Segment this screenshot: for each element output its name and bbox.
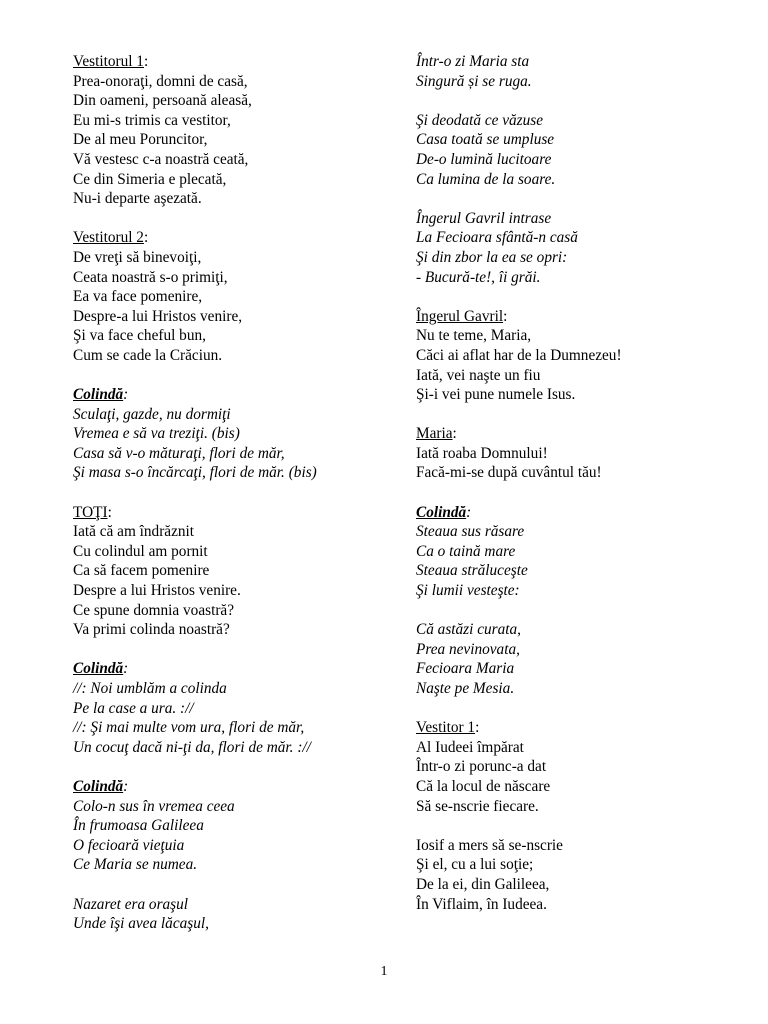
verse-line: Singură și se ruga. — [416, 72, 532, 90]
stanza — [73, 385, 393, 483]
verse-line: Că la locul de născare — [416, 777, 551, 795]
heading-colon: : — [452, 425, 457, 443]
verse-line: De vreţi să binevoiţi, — [73, 248, 202, 266]
verse-line: Casa să v-o măturaţi, flori de măr, — [73, 444, 285, 462]
verse-line: Eu mi-s trimis ca vestitor, — [73, 111, 231, 129]
verse-line: În frumoasa Galileea — [73, 817, 204, 835]
verse-line: Şi din zbor la ea se opri: — [416, 248, 568, 266]
verse-line: Un cocuţ dacă ni-ţi da, flori de măr. :// — [73, 738, 311, 756]
verse-line: Şi-i vei pune numele Isus. — [416, 386, 576, 404]
speaker-name: Colindă — [73, 777, 124, 795]
verse-line: Nu te teme, Maria, — [416, 327, 532, 345]
speaker-heading — [416, 424, 746, 444]
heading-colon: : — [143, 53, 149, 70]
verse-line: Naşte pe Mesia. — [416, 680, 515, 697]
stanza — [416, 307, 746, 405]
speaker-heading — [416, 718, 746, 738]
verse-line: Sculaţi, gazde, nu dormiţi — [73, 405, 231, 423]
verse-line: - Bucură-te!, îi grăi. — [416, 268, 541, 286]
page-number: 1 — [380, 964, 388, 979]
verse-line: De la ei, din Galileea, — [416, 875, 550, 893]
speaker-name: TOŢI — [73, 503, 108, 521]
speaker-heading — [73, 503, 393, 523]
speaker-heading — [73, 385, 393, 405]
stanza — [73, 503, 393, 640]
verse-line: Despre-a lui Hristos venire, — [73, 307, 243, 325]
speaker-heading — [73, 228, 393, 248]
speaker-name: Colindă — [416, 503, 467, 521]
speaker-heading — [73, 777, 393, 797]
stanza — [416, 111, 746, 189]
verse-line: Şi va face cheful bun, — [73, 327, 206, 345]
speaker-name: Îngerul Gavril — [416, 307, 504, 325]
verse-line: Ca lumina de la soare. — [416, 170, 556, 188]
verse-line: Prea nevinovata, — [416, 640, 520, 658]
heading-colon: : — [475, 719, 480, 737]
verse-line: Prea-onoraţi, domni de casă, — [73, 72, 248, 90]
stanza — [416, 52, 746, 91]
speaker-heading — [73, 659, 393, 679]
verse-line: Şi lumii vesteşte: — [416, 582, 520, 600]
stanza — [73, 895, 393, 934]
verse-line: Colo-n sus în vremea ceea — [73, 797, 235, 815]
heading-colon: : — [123, 660, 129, 678]
verse-line: De al meu Poruncitor, — [73, 131, 208, 149]
verse-line: Steaua străluceşte — [416, 562, 528, 580]
verse-line: Ca să facem pomenire — [73, 562, 210, 580]
verse-line: Al Iudeei împărat — [416, 738, 524, 756]
verse-line: O fecioară vieţuia — [73, 836, 185, 854]
verse-line: Despre a lui Hristos venire. — [73, 582, 241, 600]
verse-line: Facă-mi-se după cuvântul tău! — [416, 464, 602, 482]
left-column — [73, 52, 393, 953]
speaker-name: Colindă — [73, 386, 124, 404]
right-column — [416, 52, 746, 934]
heading-colon: : — [143, 229, 149, 247]
speaker-name: Colindă — [73, 660, 124, 678]
stanza — [73, 228, 393, 365]
verse-line: Ea va face pomenire, — [73, 288, 203, 306]
verse-line: Din oameni, persoană aleasă, — [73, 92, 252, 110]
heading-colon: : — [466, 503, 472, 521]
verse-line: Să se-nscrie fiecare. — [416, 797, 539, 815]
verse-line: Şi el, cu a lui soţie; — [416, 856, 534, 874]
verse-line: În Viflaim, în Iudeea. — [416, 895, 547, 913]
speaker-heading — [416, 503, 746, 523]
speaker-heading — [73, 52, 393, 72]
verse-line: Căci ai aflat har de la Dumnezeu! — [416, 346, 622, 364]
heading-colon: : — [107, 503, 112, 521]
verse-line: //: Şi mai multe vom ura, flori de măr, — [73, 719, 305, 737]
verse-line: Va primi colinda noastră? — [73, 621, 230, 639]
verse-line: Fecioara Maria — [416, 660, 515, 678]
stanza — [73, 659, 393, 757]
speaker-heading — [416, 307, 746, 327]
verse-line: La Fecioara sfântă-n casă — [416, 229, 578, 247]
heading-colon: : — [503, 307, 508, 325]
verse-line: Cum se cade la Crăciun. — [73, 346, 223, 364]
stanza — [416, 209, 746, 287]
verse-line: Ca o taină mare — [416, 542, 516, 560]
verse-line: Vremea e să va treziţi. (bis) — [73, 425, 240, 443]
stanza — [73, 52, 393, 209]
verse-line: Ce Maria se numea. — [73, 856, 198, 874]
speaker-name: Vestitorul 1 — [73, 53, 144, 70]
heading-colon: : — [123, 386, 129, 404]
stanza — [73, 777, 393, 875]
stanza — [416, 503, 746, 601]
verse-line: Îngerul Gavril intrase — [416, 209, 552, 227]
verse-line: //: Noi umblăm a colinda — [73, 680, 227, 697]
verse-line: Ce spune domnia voastră? — [73, 601, 234, 619]
verse-line: Iosif a mers să se-nscrie — [416, 836, 563, 854]
stanza — [416, 620, 746, 698]
verse-line: Şi masa s-o încărcaţi, flori de măr. (bis) — [73, 464, 317, 482]
verse-line: Pe la case a ura. :// — [73, 699, 194, 717]
verse-line: De-o lumină lucitoare — [416, 150, 552, 168]
speaker-name: Vestitor 1 — [416, 719, 476, 737]
verse-line: Nu-i departe aşezată. — [73, 190, 202, 208]
verse-line: Iată roaba Domnului! — [416, 444, 548, 462]
verse-line: Nazaret era oraşul — [73, 895, 189, 913]
stanza — [416, 718, 746, 816]
verse-line: Iată că am îndrăznit — [73, 523, 195, 541]
stanza — [416, 424, 746, 483]
verse-line: Într-o zi Maria sta — [416, 53, 530, 70]
verse-line: Vă vestesc c-a noastră ceată, — [73, 150, 249, 168]
speaker-name: Vestitorul 2 — [73, 229, 144, 247]
verse-line: Iată, vei naşte un fiu — [416, 366, 541, 384]
verse-line: Şi deodată ce văzuse — [416, 111, 544, 129]
verse-line: Steaua sus răsare — [416, 523, 525, 541]
verse-line: Casa toată se umpluse — [416, 131, 555, 149]
heading-colon: : — [123, 777, 129, 795]
verse-line: Ce din Simeria e plecată, — [73, 170, 227, 188]
stanza — [416, 836, 746, 914]
verse-line: Cu colindul am pornit — [73, 542, 208, 560]
speaker-name: Maria — [416, 425, 453, 443]
verse-line: Ceata noastră s-o primiţi, — [73, 268, 228, 286]
verse-line: Unde îşi avea lăcaşul, — [73, 915, 209, 933]
verse-line: Că astăzi curata, — [416, 621, 521, 639]
verse-line: Într-o zi porunc-a dat — [416, 758, 547, 776]
